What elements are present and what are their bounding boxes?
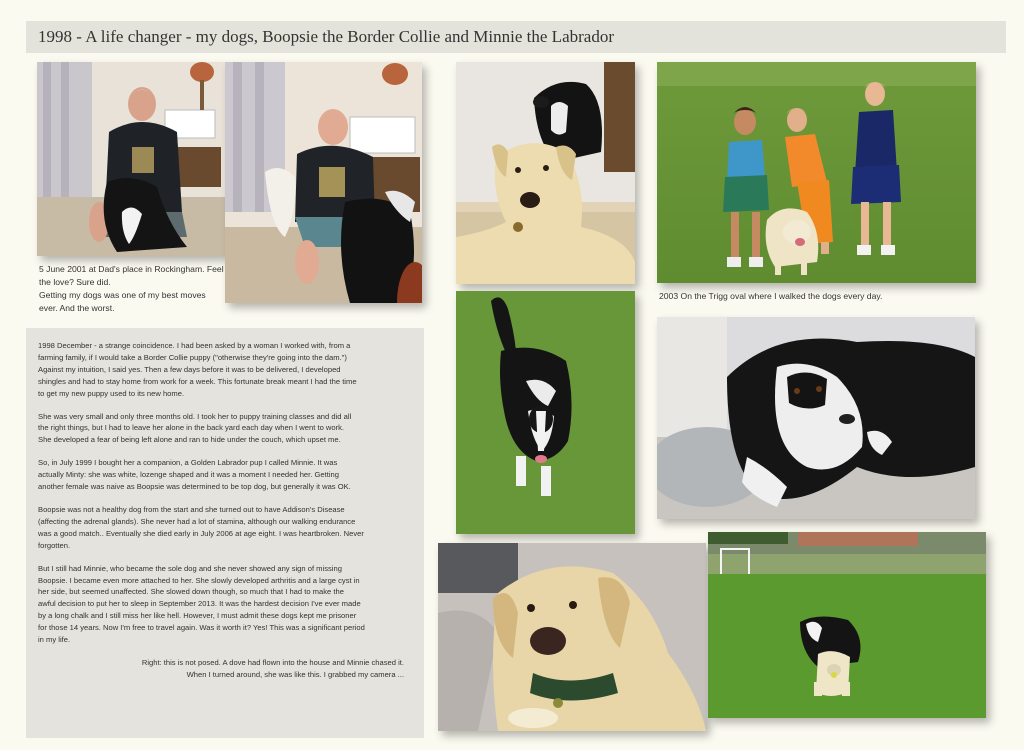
story-line: shingles and had to stay home from work for a week. This fortunate break meant I had the time (38, 376, 357, 386)
story-line: her side, but seemed unaffected. She slowed down though, so much that I had to make the (38, 587, 344, 597)
photo-dad-with-both-dogs[interactable] (225, 62, 422, 303)
story-line: Against my intuition, I said yes. Then a few days before it was to be delivered, I developed (38, 364, 341, 374)
story-line: 1998 December - a strange coincidence. I had been asked by a woman I worked with, from a (38, 341, 351, 350)
story-paragraph (38, 563, 412, 646)
photo-boopsie-on-lawn-image (456, 291, 635, 534)
caption-rockingham (39, 263, 225, 315)
caption-line: 5 June 2001 at Dad's place in Rockingham. Feel (39, 264, 224, 274)
story-line: So, in July 1999 I bought her a companion, a Golden Labrador pup I called Minnie. It was (38, 458, 338, 468)
page-title: 1998 - A life changer - my dogs, Boopsie the Border Collie and Minnie the Labrador (38, 27, 614, 46)
story-paragraph (38, 411, 412, 447)
story-line: by a long chalk and I still miss her like hell. However, I must admit these dogs kept me prisoner (38, 611, 357, 621)
caption-line: Getting my dogs was one of my best moves (39, 290, 206, 300)
caption-line: ever. And the worst. (39, 303, 115, 313)
story-panel (26, 328, 424, 738)
story-paragraph (38, 504, 412, 552)
story-line: Boopsie was not a healthy dog from the start and she turned out to have Addison's Disease (38, 504, 345, 514)
story-line: was a good match.. Eventually she died early in July 2006 at age eight. I was heartbroken. Never (38, 528, 364, 538)
photo-minnie-and-boopsie-floor-image (456, 62, 635, 284)
story-line: forgotten. (38, 540, 71, 550)
photo-minnie-closeup-image (438, 543, 706, 731)
caption-line: the love? Sure did. (39, 277, 111, 287)
photo-boopsie-on-lawn[interactable] (456, 291, 635, 534)
story-line: But I still had Minnie, who became the sole dog and she never showed any sign of missing (38, 563, 342, 573)
photo-both-dogs-on-oval[interactable] (708, 532, 986, 718)
story-line: She developed a fear of being left alone and ran to hide under the couch, which upset me. (38, 435, 341, 445)
photo-minnie-and-boopsie-floor[interactable] (456, 62, 635, 284)
story-line: actually Minty: she was white, lozenge shaped and it was a moment I needed her. Getting (38, 470, 339, 480)
photo-dad-with-both-dogs-image (225, 62, 422, 303)
story-line: She was very small and only three months old. I took her to puppy training classes and did all (38, 411, 352, 421)
story-line: to get my new puppy used to its new home. (38, 388, 185, 398)
caption-line: 2003 On the Trigg oval where I walked the dogs every day. (659, 291, 883, 301)
story-line: awful decision to put her to sleep in September 2013. It was the hardest decision I've ever made (38, 599, 361, 609)
photo-girls-with-minnie-trigg-oval[interactable] (657, 62, 976, 283)
photo-minnie-closeup[interactable] (438, 543, 706, 731)
story-closing-line: Right: this is not posed. A dove had flown into the house and Minnie chased it. (141, 657, 404, 667)
story-closing-line: When I turned around, she was like this. I grabbed my camera ... (186, 669, 404, 679)
photo-boopsie-closeup-image (657, 317, 975, 519)
page-title-bar (26, 21, 1006, 53)
story-line: farming family, if I would take a Border Collie puppy ("otherwise they're going into the dam.") (38, 352, 347, 362)
story-line: for those 14 years. Now I'm free to travel again. Was it worth it? Yes! This was a significant period (38, 623, 365, 633)
story-line: the right things, but I had to leave her alone in the back yard each day when I went to work. (38, 423, 345, 433)
story-line: Boopsie. I became even more attached to her. She slowly developed arthritis and a large cyst in (38, 575, 360, 585)
story-paragraph (38, 457, 412, 493)
photo-both-dogs-on-oval-image (708, 532, 986, 718)
story-line: in my life. (38, 635, 71, 645)
caption-trigg-oval (659, 290, 977, 303)
photo-dad-with-boopsie-image (37, 62, 225, 256)
photo-girls-with-minnie-image (657, 62, 976, 283)
photo-boopsie-closeup[interactable] (657, 317, 975, 519)
story-line: another female was naive as Boopsie was determined to be top dog, but generally it was OK. (38, 482, 351, 492)
photo-dad-with-boopsie[interactable] (37, 62, 225, 256)
story-paragraph (38, 340, 412, 400)
story-line: (affecting the adrenal glands). She never had a lot of stamina, although our walking endurance (38, 516, 356, 526)
